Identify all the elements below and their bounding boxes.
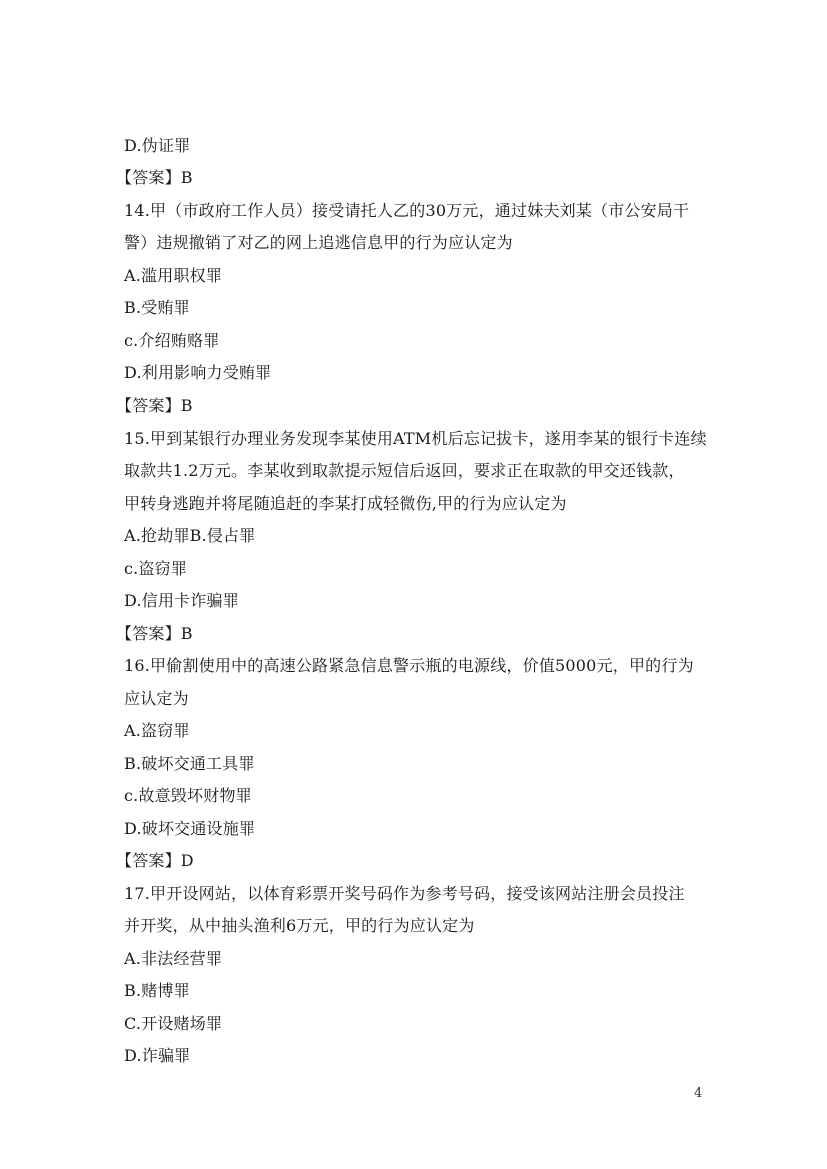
q16-stem-line-2: 应认定为 xyxy=(124,689,189,708)
q15-stem-line-2: 取款共1.2万元。李某收到取款提示短信后返回，要求正在取款的甲交还钱款， xyxy=(124,461,685,480)
answer-prev: 【答案】B xyxy=(116,168,193,187)
page-number: 4 xyxy=(694,1086,703,1101)
q17-option-b: B.赌博罪 xyxy=(124,981,190,1000)
q15-option-c: c.盗窃罪 xyxy=(124,559,188,578)
q15-answer: 【答案】B xyxy=(116,624,193,643)
q17-option-c: C.开设赌场罪 xyxy=(124,1014,223,1033)
q16-answer: 【答案】D xyxy=(116,851,194,870)
option-d-prev: D.伪证罪 xyxy=(124,136,191,155)
q14-answer: 【答案】B xyxy=(116,396,193,415)
q14-stem-line-1: 14.甲（市政府工作人员）接受请托人乙的30万元，通过妹夫刘某（市公安局干 xyxy=(124,201,690,220)
q17-stem-line-1: 17.甲开设网站，以体育彩票开奖号码作为参考号码，接受该网站注册会员投注 xyxy=(124,884,685,903)
q17-option-d: D.诈骗罪 xyxy=(124,1046,191,1065)
q16-option-b: B.破坏交通工具罪 xyxy=(124,754,255,773)
q14-option-d: D.利用影响力受贿罪 xyxy=(124,363,272,382)
q14-stem-line-2: 警）违规撤销了对乙的网上追逃信息甲的行为应认定为 xyxy=(124,233,513,252)
q14-option-b: B.受贿罪 xyxy=(124,298,190,317)
q16-option-a: A.盗窃罪 xyxy=(124,721,190,740)
q14-option-a: A.滥用职权罪 xyxy=(124,266,223,285)
q16-stem-line-1: 16.甲偷割使用中的高速公路紧急信息警示瓶的电源线，价值5000元，甲的行为 xyxy=(124,656,694,675)
q16-option-c: c.故意毁坏财物罪 xyxy=(124,786,252,805)
q17-option-a: A.非法经营罪 xyxy=(124,949,223,968)
q15-option-d: D.信用卡诈骗罪 xyxy=(124,591,239,610)
q15-stem-line-1: 15.甲到某银行办理业务发现李某使用ATM机后忘记拔卡，遂用李某的银行卡连续 xyxy=(124,429,707,448)
q17-stem-line-2: 并开奖，从中抽头渔利6万元，甲的行为应认定为 xyxy=(124,916,475,935)
q15-option-a-b: A.抢劫罪B.侵占罪 xyxy=(124,526,256,545)
q16-option-d: D.破坏交通设施罪 xyxy=(124,819,256,838)
q15-stem-line-3: 甲转身逃跑并将尾随追赶的李某打成轻微伤,甲的行为应认定为 xyxy=(124,494,567,513)
q14-option-c: c.介绍贿赂罪 xyxy=(124,331,220,350)
